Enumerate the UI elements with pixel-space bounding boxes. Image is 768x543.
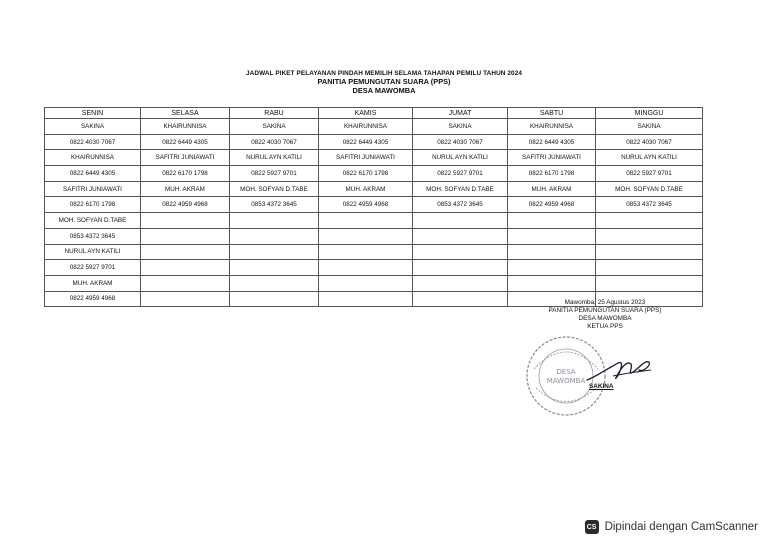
camscanner-icon: CS bbox=[585, 520, 599, 534]
table-cell bbox=[319, 260, 413, 276]
table-cell: 0853 4372 3645 bbox=[230, 197, 319, 213]
stamp-text-line1: DESA bbox=[556, 368, 576, 376]
table-row bbox=[45, 134, 703, 150]
document-header bbox=[0, 70, 768, 95]
table-cell: 0822 4959 4968 bbox=[141, 197, 230, 213]
table-row bbox=[45, 275, 703, 291]
table-cell bbox=[141, 213, 230, 229]
table-cell: NURUL AYN KATILI bbox=[413, 150, 508, 166]
table-cell: NURUL AYN KATILI bbox=[596, 150, 703, 166]
table-cell: 0822 5927 9701 bbox=[413, 166, 508, 182]
table-cell: SAFITRI JUNIAWATI bbox=[319, 150, 413, 166]
column-header: SELASA bbox=[141, 108, 230, 119]
table-cell bbox=[141, 291, 230, 307]
table-cell: KHAIRUNNISA bbox=[319, 119, 413, 135]
table-cell: KHAIRUNNISA bbox=[45, 150, 141, 166]
table-cell bbox=[141, 228, 230, 244]
table-cell: SAFITRI JUNIAWATI bbox=[141, 150, 230, 166]
column-header: SABTU bbox=[508, 108, 596, 119]
table-cell bbox=[413, 260, 508, 276]
table-cell: MUH. AKRAM bbox=[319, 181, 413, 197]
table-cell: 0822 6449 4305 bbox=[45, 166, 141, 182]
column-header: JUMAT bbox=[413, 108, 508, 119]
table-cell: SAFITRI JUNIAWATI bbox=[508, 150, 596, 166]
table-cell: SAKINA bbox=[596, 119, 703, 135]
signer-village: DESA MAWOMBA bbox=[578, 315, 632, 322]
stamp-text-line2: MAWOMBA bbox=[546, 377, 586, 385]
table-cell: 0822 4959 4968 bbox=[45, 291, 141, 307]
table-cell: MOH. SOFYAN D.TABE bbox=[596, 181, 703, 197]
committee-name: PANITIA PEMUNGUTAN SUARA (PPS) bbox=[317, 77, 451, 86]
table-header-row bbox=[45, 108, 703, 119]
table-cell: 0822 6170 1798 bbox=[508, 166, 596, 182]
table-cell bbox=[230, 244, 319, 260]
table-cell: MOH. SOFYAN D.TABE bbox=[45, 213, 141, 229]
village-name: DESA MAWOMBA bbox=[352, 85, 416, 95]
table-cell: 0822 6170 1798 bbox=[141, 166, 230, 182]
table-cell: 0822 6170 1798 bbox=[319, 166, 413, 182]
signer-role: KETUA PPS bbox=[587, 323, 623, 330]
table-cell bbox=[596, 213, 703, 229]
table-cell: 0822 4030 7067 bbox=[413, 134, 508, 150]
table-cell: 0822 4030 7067 bbox=[45, 134, 141, 150]
table-cell: NURUL AYN KATILI bbox=[45, 244, 141, 260]
table-cell bbox=[230, 213, 319, 229]
table-cell bbox=[596, 228, 703, 244]
table-row bbox=[45, 260, 703, 276]
table-cell: 0822 5927 9701 bbox=[230, 166, 319, 182]
table-cell bbox=[141, 244, 230, 260]
table-cell bbox=[596, 275, 703, 291]
signature-block bbox=[520, 299, 690, 331]
table-cell: KHAIRUNNISA bbox=[508, 119, 596, 135]
signer-name: SAKINA bbox=[589, 383, 614, 390]
signer-org: PANITIA PEMUNGUTAN SUARA (PPS) bbox=[548, 307, 662, 314]
table-cell: 0822 4959 4968 bbox=[508, 197, 596, 213]
table-cell bbox=[596, 244, 703, 260]
table-cell bbox=[141, 260, 230, 276]
table-cell bbox=[413, 275, 508, 291]
table-cell bbox=[319, 213, 413, 229]
table-cell bbox=[413, 213, 508, 229]
table-body bbox=[45, 119, 703, 307]
table-cell: 0822 6170 1798 bbox=[45, 197, 141, 213]
table-cell: KHAIRUNNISA bbox=[141, 119, 230, 135]
table-cell bbox=[319, 244, 413, 260]
column-header: KAMIS bbox=[319, 108, 413, 119]
table-cell: 0822 6449 4305 bbox=[319, 134, 413, 150]
watermark-text: Dipindai dengan CamScanner bbox=[604, 521, 758, 533]
column-header: RABU bbox=[230, 108, 319, 119]
table-row bbox=[45, 197, 703, 213]
table-cell: 0822 5927 9701 bbox=[45, 260, 141, 276]
table-cell: MOH. SOFYAN D.TABE bbox=[413, 181, 508, 197]
table-cell bbox=[319, 291, 413, 307]
document-title: JADWAL PIKET PELAYANAN PINDAH MEMILIH SELAMA TAHAPAN PEMILU TAHUN 2024 bbox=[245, 70, 523, 77]
table-cell: MUH. AKRAM bbox=[45, 275, 141, 291]
table-cell: 0853 4372 3645 bbox=[596, 197, 703, 213]
table-row bbox=[45, 213, 703, 229]
table-cell bbox=[230, 228, 319, 244]
table-cell bbox=[319, 275, 413, 291]
table-cell: SAKINA bbox=[413, 119, 508, 135]
table-cell: 0822 6449 4305 bbox=[508, 134, 596, 150]
table-cell: 0822 5927 9701 bbox=[596, 166, 703, 182]
table-cell bbox=[508, 260, 596, 276]
table-cell bbox=[230, 275, 319, 291]
table-cell bbox=[413, 244, 508, 260]
table-cell bbox=[508, 275, 596, 291]
table-row bbox=[45, 166, 703, 182]
table-cell bbox=[141, 275, 230, 291]
table-cell: SAKINA bbox=[230, 119, 319, 135]
table-cell: 0822 4959 4968 bbox=[319, 197, 413, 213]
table-cell: SAKINA bbox=[45, 119, 141, 135]
table-cell bbox=[230, 291, 319, 307]
table-row bbox=[45, 119, 703, 135]
table-cell: SAFITRI JUNIAWATI bbox=[45, 181, 141, 197]
table-cell: MUH. AKRAM bbox=[508, 181, 596, 197]
table-cell: MUH. AKRAM bbox=[141, 181, 230, 197]
table-cell: MOH. SOFYAN D.TABE bbox=[230, 181, 319, 197]
column-header: SENIN bbox=[45, 108, 141, 119]
table-cell: 0822 4030 7067 bbox=[230, 134, 319, 150]
table-row bbox=[45, 150, 703, 166]
table-cell bbox=[413, 291, 508, 307]
table-cell: 0822 4030 7067 bbox=[596, 134, 703, 150]
duty-schedule-table bbox=[44, 107, 703, 307]
table-cell: 0853 4372 3645 bbox=[413, 197, 508, 213]
table-cell bbox=[596, 260, 703, 276]
scanner-watermark bbox=[585, 520, 758, 534]
table-cell bbox=[508, 244, 596, 260]
table-row bbox=[45, 244, 703, 260]
table-cell: 0822 6449 4305 bbox=[141, 134, 230, 150]
table-cell bbox=[508, 228, 596, 244]
place-date: Mawomba, 25 Agustus 2023 bbox=[564, 299, 646, 306]
table-row bbox=[45, 228, 703, 244]
table-cell bbox=[508, 213, 596, 229]
table-cell: NURUL AYN KATILI bbox=[230, 150, 319, 166]
column-header: MINGGU bbox=[596, 108, 703, 119]
table-row bbox=[45, 181, 703, 197]
table-cell bbox=[230, 260, 319, 276]
table-cell: 0853 4372 3645 bbox=[45, 228, 141, 244]
table-cell bbox=[413, 228, 508, 244]
table-cell bbox=[319, 228, 413, 244]
